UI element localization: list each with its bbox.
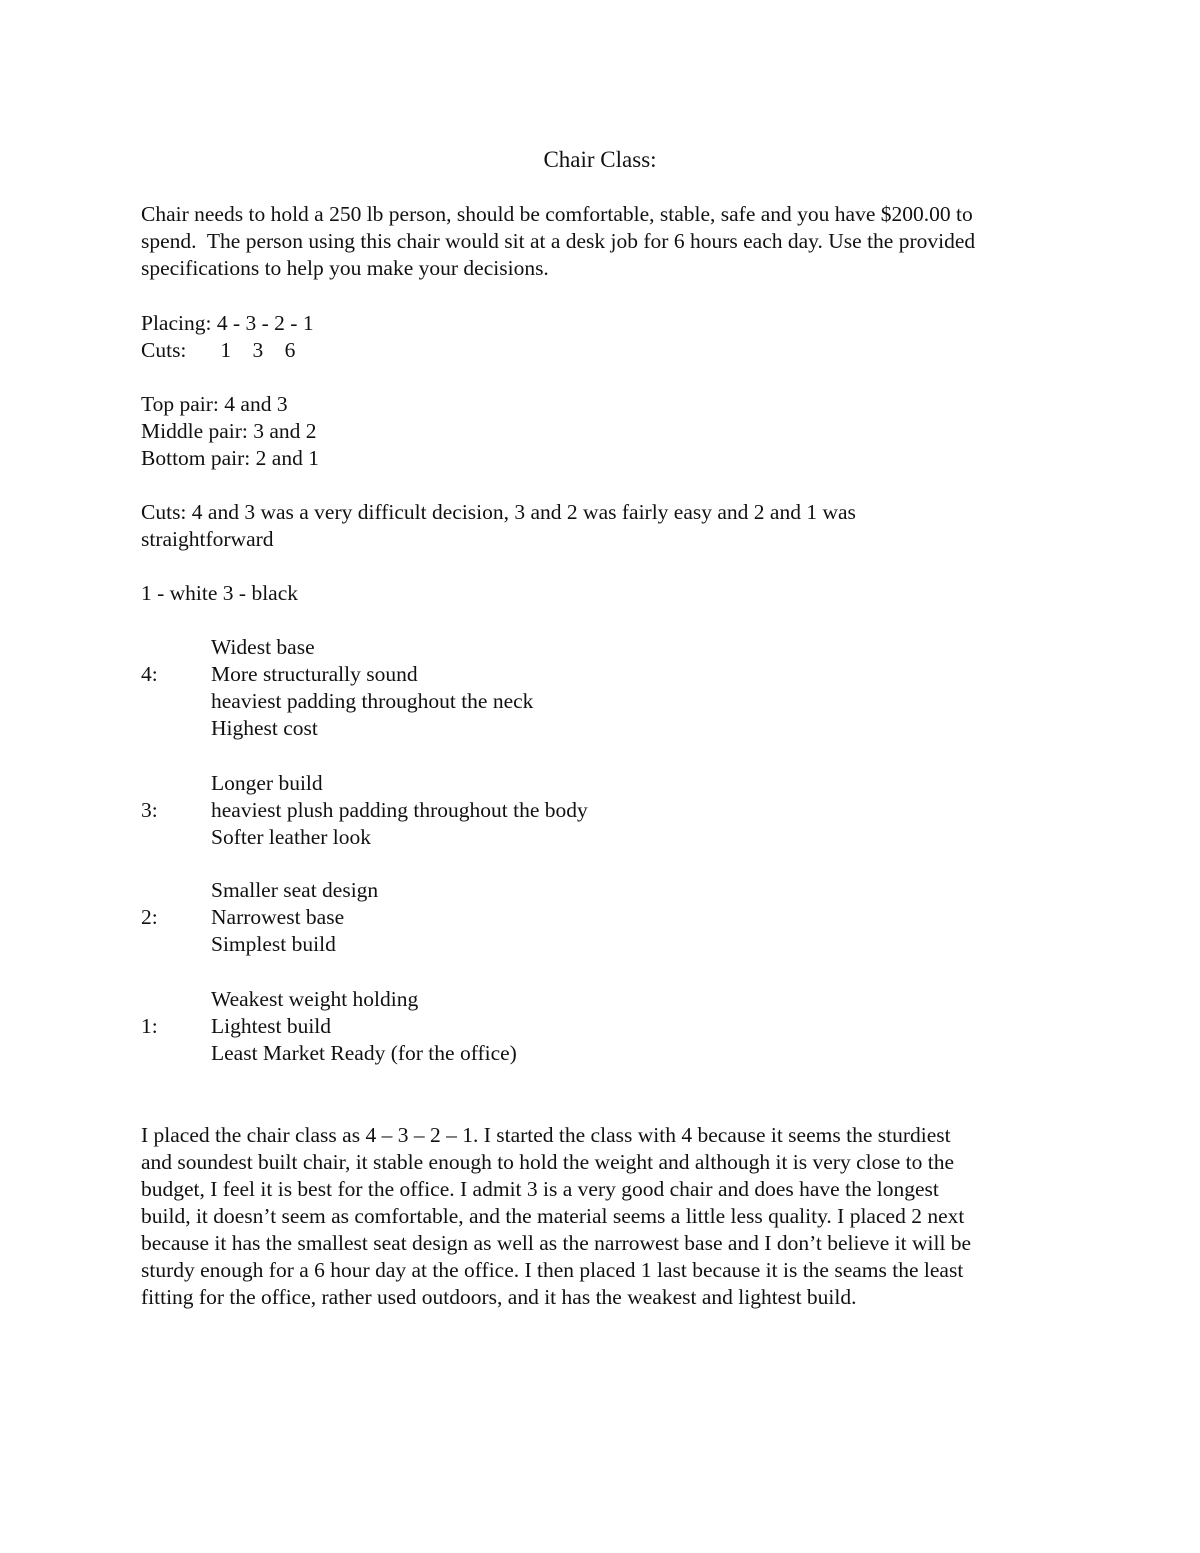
- intro-line: specifications to help you make your decisions.: [141, 256, 549, 280]
- spec-item: heaviest padding throughout the neck: [211, 689, 534, 713]
- reasons-paragraph: [141, 1122, 1066, 1311]
- spec-number: 2:: [141, 905, 158, 929]
- spec-item: Simplest build: [211, 932, 336, 956]
- reasons-line: budget, I feel it is best for the office. I admit 3 is a very good chair and does have the longest: [141, 1177, 939, 1201]
- pairs-block: [141, 391, 1066, 472]
- pair-line: Middle pair: 3 and 2: [141, 419, 317, 443]
- spec-item: heaviest plush padding throughout the body: [211, 798, 588, 822]
- spec-items: [211, 770, 588, 851]
- spec-group-3: [141, 770, 841, 851]
- spec-item: Longer build: [211, 771, 323, 795]
- cuts-values: 1 3 6: [220, 338, 296, 362]
- spec-number: 1:: [141, 1014, 158, 1038]
- colors-note-line: 1 - white 3 - black: [141, 581, 299, 605]
- cuts-line: [141, 337, 1066, 364]
- spec-item: Least Market Ready (for the office): [211, 1041, 517, 1065]
- spec-item: Lightest build: [211, 1014, 332, 1038]
- reasons-line: and soundest built chair, it stable enough to hold the weight and although it is very close to the: [141, 1150, 955, 1174]
- pair-line: Top pair: 4 and 3: [141, 392, 288, 416]
- reasons-line: fitting for the office, rather used outdoors, and it has the weakest and lightest build.: [141, 1285, 857, 1309]
- spec-item: Narrowest base: [211, 905, 345, 929]
- spec-group-2: [141, 877, 841, 958]
- spec-items: [211, 634, 533, 742]
- spec-group-1: [141, 986, 841, 1067]
- spec-item: Highest cost: [211, 716, 318, 740]
- intro-line: spend. The person using this chair would sit at a desk job for 6 hours each day. Use the provided: [141, 229, 976, 253]
- spec-group-4: [141, 634, 841, 742]
- spec-item: More structurally sound: [211, 662, 418, 686]
- spec-items: [211, 986, 517, 1067]
- cuts-label: Cuts:: [141, 338, 187, 362]
- spec-item: Weakest weight holding: [211, 987, 419, 1011]
- intro-line: Chair needs to hold a 250 lb person, should be comfortable, stable, safe and you have $200.00 to: [141, 202, 973, 226]
- reasons-line: because it has the smallest seat design as well as the narrowest base and I don’t believe it will be: [141, 1231, 972, 1255]
- pair-line: Bottom pair: 2 and 1: [141, 446, 319, 470]
- spec-item: Smaller seat design: [211, 878, 379, 902]
- document-title: Chair Class:: [543, 147, 657, 172]
- intro-paragraph: [141, 201, 1066, 282]
- colors-note-block: [141, 580, 1066, 607]
- reasons-line: I placed the chair class as 4 – 3 – 2 – 1. I started the class with 4 because it seems the sturdiest: [141, 1123, 951, 1147]
- cuts-note-line: straightforward: [141, 527, 274, 551]
- placing-block: [141, 310, 1066, 364]
- cuts-note-block: [141, 499, 1066, 553]
- reasons-line: build, it doesn’t seem as comfortable, and the material seems a little less quality. I placed 2 next: [141, 1204, 965, 1228]
- spec-item: Widest base: [211, 635, 315, 659]
- spec-number: 4:: [141, 662, 158, 686]
- cuts-note-line: Cuts: 4 and 3 was a very difficult decision, 3 and 2 was fairly easy and 2 and 1 was: [141, 500, 856, 524]
- spec-items: [211, 877, 378, 958]
- placing-line: Placing: 4 - 3 - 2 - 1: [141, 311, 314, 335]
- spec-item: Softer leather look: [211, 825, 372, 849]
- spec-number: 3:: [141, 798, 158, 822]
- reasons-line: sturdy enough for a 6 hour day at the office. I then placed 1 last because it is the seams the least: [141, 1258, 964, 1282]
